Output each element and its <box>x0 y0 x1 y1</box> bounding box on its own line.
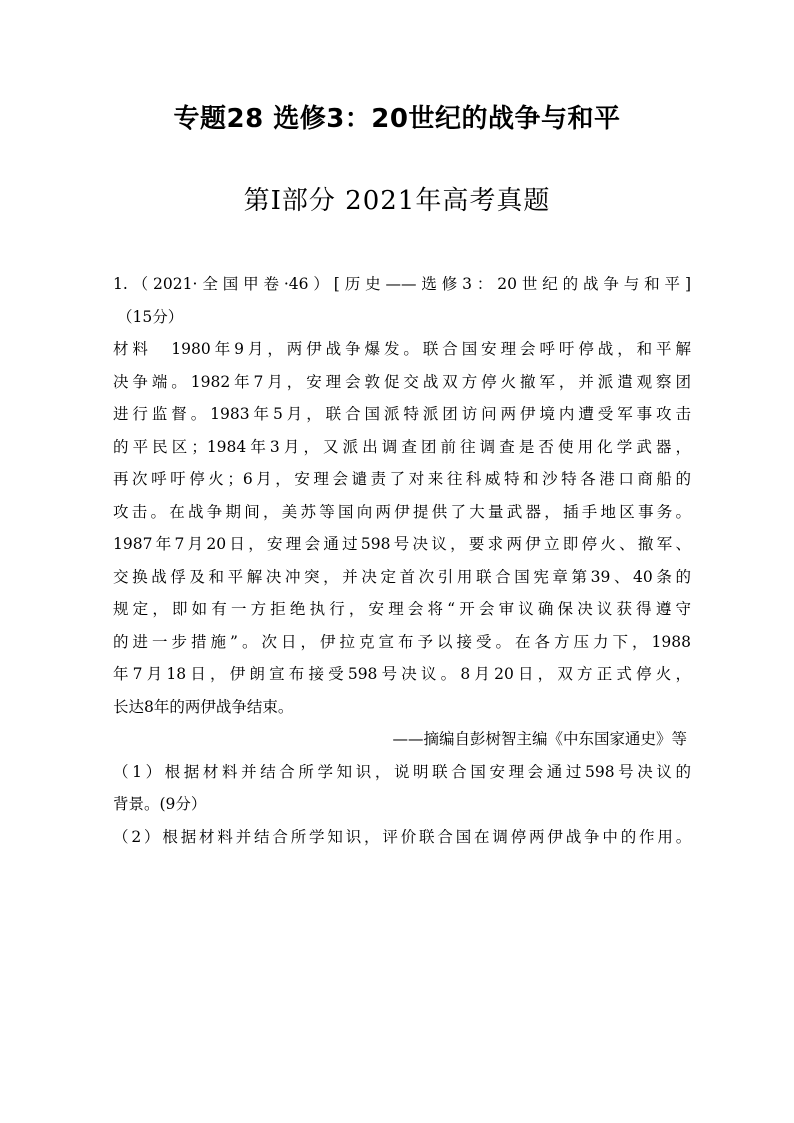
material-line: 决争端。1982年7月，安理会敦促交战双方停火撤军，并派遣观察团 <box>113 372 691 391</box>
sub-question-1-continued: 背景。(9分） <box>113 795 207 813</box>
sub-question-1: （1）根据材料并结合所学知识，说明联合国安理会通过598号决议的 <box>113 762 691 781</box>
sub-question-2: （2）根据材料并结合所学知识，评价联合国在调停两伊战争中的作用。 <box>113 827 691 846</box>
material-line: 攻击。在战争期间，美苏等国向两伊提供了大量武器，插手地区事务。 <box>113 502 691 521</box>
material-line: 年7月18日，伊朗宣布接受598号决议。8月20日，双方正式停火， <box>113 665 691 683</box>
material-line: 的进一步措施”。次日，伊拉克宣布予以接受。在各方压力下，1988 <box>113 632 691 651</box>
material-line: 进行监督。1983年5月，联合国派特派团访问两伊境内遭受军事攻击 <box>113 405 691 423</box>
section-title: 第Ⅰ部分 2021年高考真题 <box>243 186 551 216</box>
material-line: 的平民区；1984年3月，又派出调查团前往调查是否使用化学武器， <box>113 437 691 456</box>
question-header-line: 1.（2021·全国甲卷·46）[历史——选修3：20世纪的战争与和平] <box>113 275 691 293</box>
material-line: 长达8年的两伊战争结束。 <box>113 697 294 716</box>
question-body <box>113 268 691 853</box>
question-score-line: （15分） <box>117 307 184 326</box>
material-line: 交换战俘及和平解决冲突，并决定首次引用联合国宪章第39、40条的 <box>113 567 691 586</box>
page-title: 专题28 选修3：20世纪的战争与和平 <box>173 104 621 134</box>
material-source: ——摘编自彭树智主编《中东国家通史》等 <box>392 730 687 748</box>
material-line: 1987年7月20日，安理会通过598号决议，要求两伊立即停火、撤军、 <box>113 535 691 553</box>
material-line: 再次呼吁停火；6月，安理会谴责了对来往科威特和沙特各港口商船的 <box>113 470 691 488</box>
material-line: 材料 1980年9月，两伊战争爆发。联合国安理会呼吁停战，和平解 <box>113 340 691 358</box>
material-line: 规定，即如有一方拒绝执行，安理会将“开会审议确保决议获得遵守 <box>113 600 691 618</box>
